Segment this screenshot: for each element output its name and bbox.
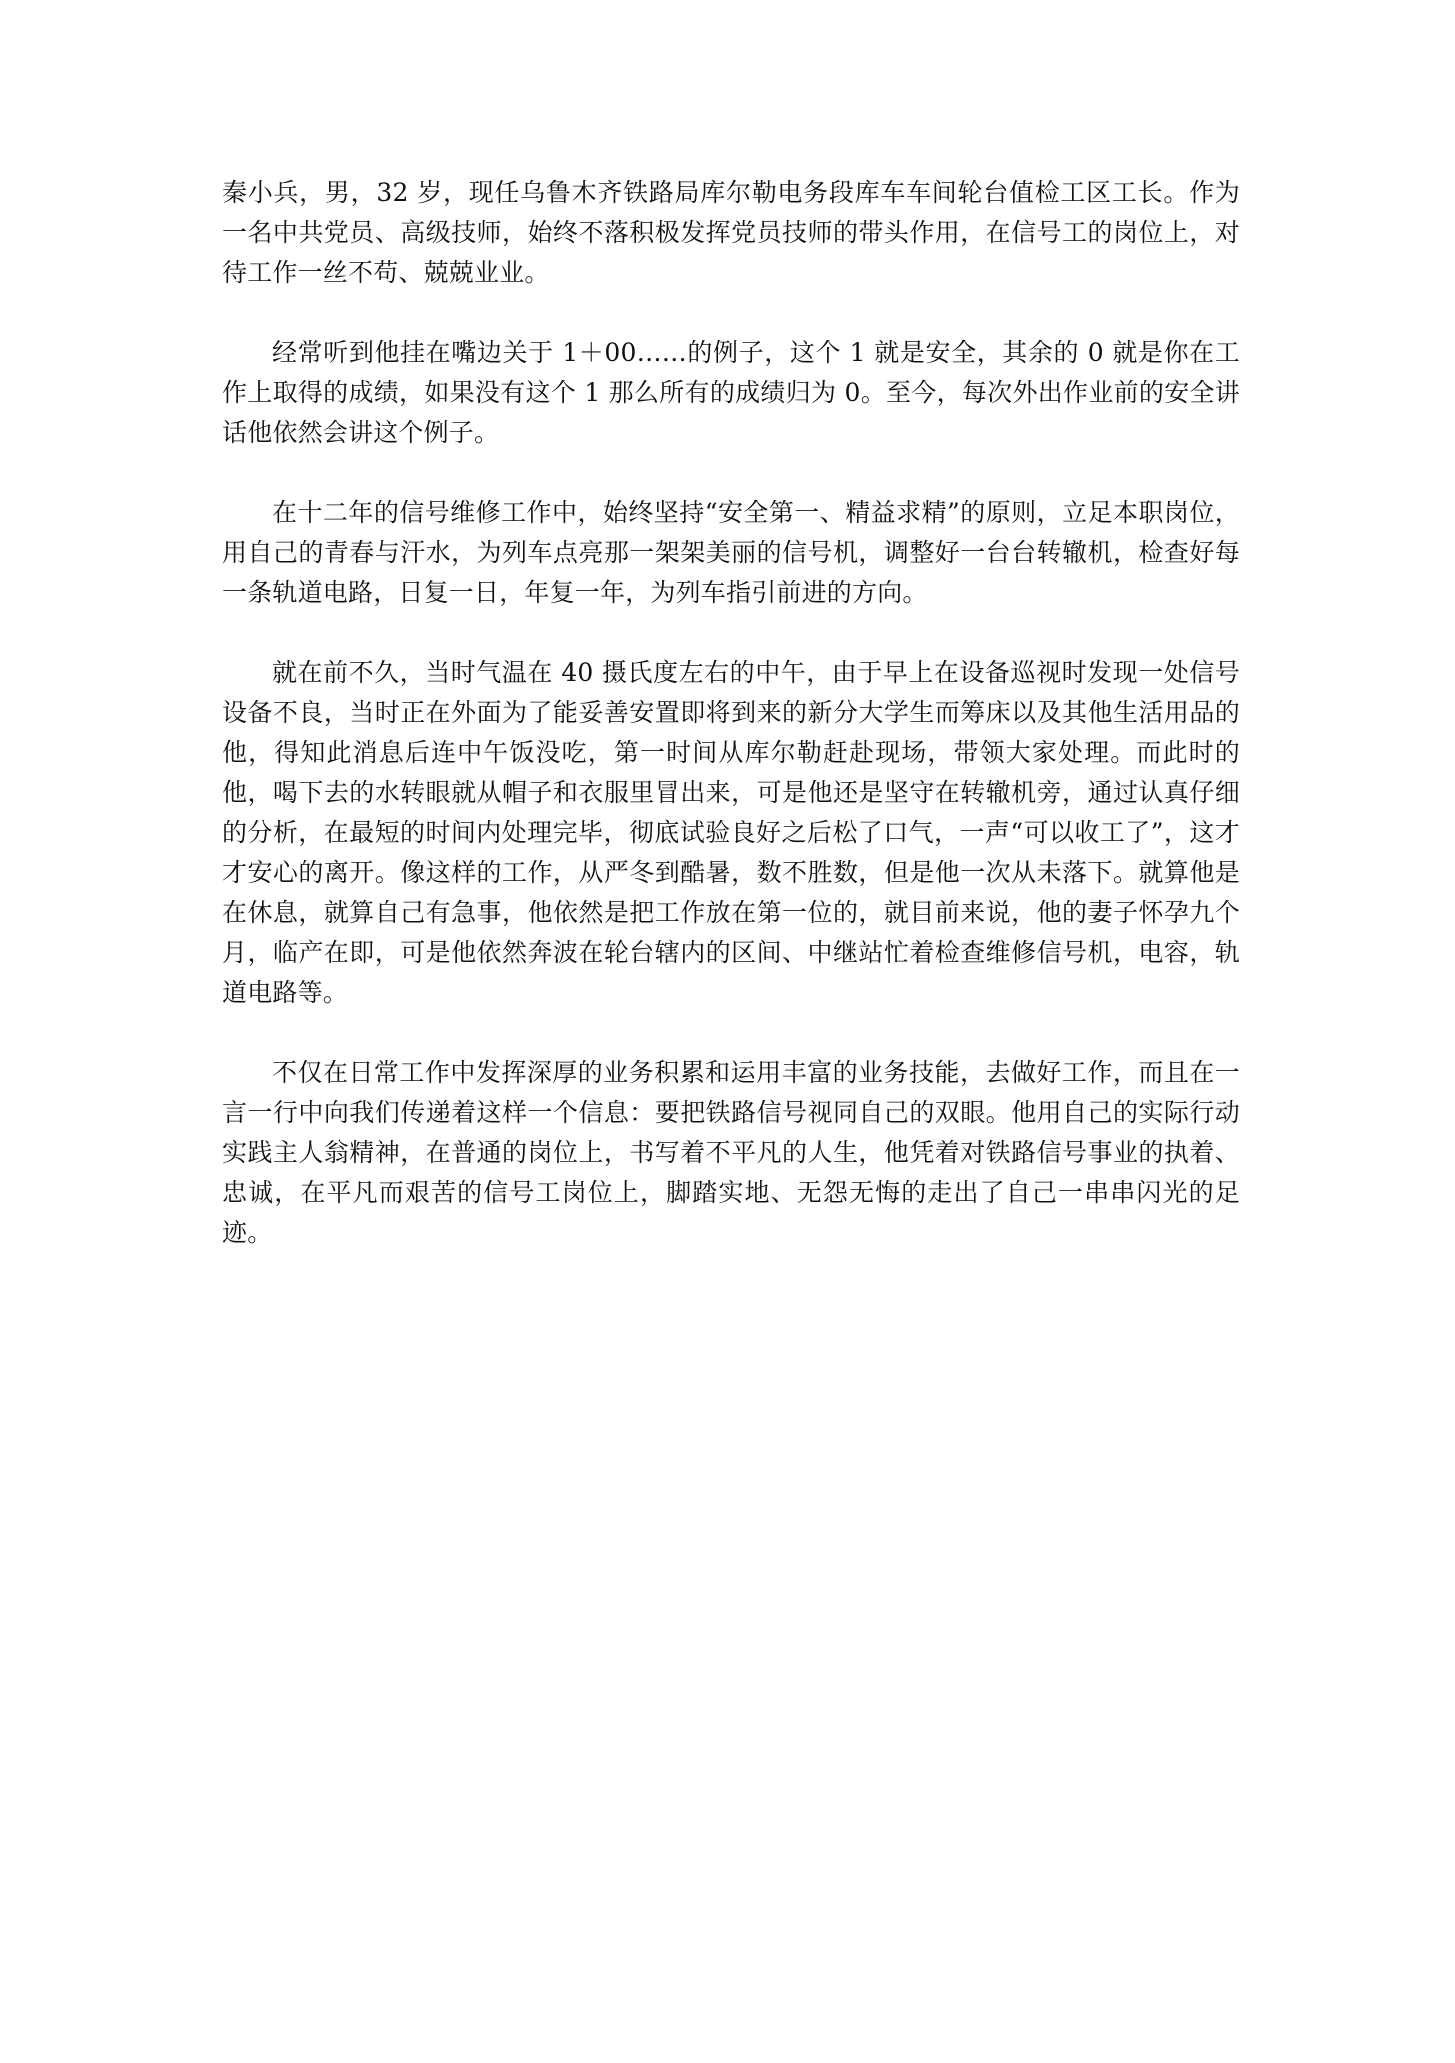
paragraph-recent-event: 就在前不久，当时气温在 40 摄氏度左右的中午，由于早上在设备巡视时发现一处信号设备不良，当时正在外面为了能妥善安置即将到来的新分大学生而筹床以及其他生活用品的他，得知此消息后连中午饭没吃，第一时间从库尔勒赶赴现场，带领大家处理。而此时的他，喝下去的水转眼就从帽子和衣服里冒出来，可是他还是坚守在转辙机旁，通过认真仔细的分析，在最短的时间内处理完毕，彻底试验良好之后松了口气，一声“可以收工了”，这才才安心的离开。像这样的工作，从严冬到酷暑，数不胜数，但是他一次从未落下。就算他是在休息，就算自己有急事，他依然是把工作放在第一位的，就目前来说，他的妻子怀孕九个月，临产在即，可是他依然奔波在轮台辖内的区间、中继站忙着检查维修信号机，电容，轨道电路等。	[222, 658, 1240, 1007]
paragraph-intro: 秦小兵，男，32 岁，现任乌鲁木齐铁路局库尔勒电务段库车车间轮台值检工区工长。作为一名中共党员、高级技师，始终不落积极发挥党员技师的带头作用，在信号工的岗位上，对待工作一丝不苟、兢兢业业。	[222, 178, 1240, 287]
document-body	[222, 173, 1240, 1293]
paragraph-conclusion: 不仅在日常工作中发挥深厚的业务积累和运用丰富的业务技能，去做好工作，而且在一言一行中向我们传递着这样一个信息：要把铁路信号视同自己的双眼。他用自己的实际行动实践主人翁精神，在普通的岗位上，书写着不平凡的人生，他凭着对铁路信号事业的执着、忠诚，在平凡而艰苦的信号工岗位上，脚踏实地、无怨无悔的走出了自己一串串闪光的足迹。	[222, 1058, 1240, 1247]
paragraph-safety-example: 经常听到他挂在嘴边关于 1＋00……的例子，这个 1 就是安全，其余的 0 就是你在工作上取得的成绩，如果没有这个 1 那么所有的成绩归为 0。至今，每次外出作业前的安全讲话他依然会讲这个例子。	[222, 338, 1240, 447]
paragraph-twelve-years: 在十二年的信号维修工作中，始终坚持“安全第一、精益求精”的原则，立足本职岗位，用自己的青春与汗水，为列车点亮那一架架美丽的信号机，调整好一台台转辙机，检查好每一条轨道电路，日复一日，年复一年，为列车指引前进的方向。	[222, 498, 1240, 607]
